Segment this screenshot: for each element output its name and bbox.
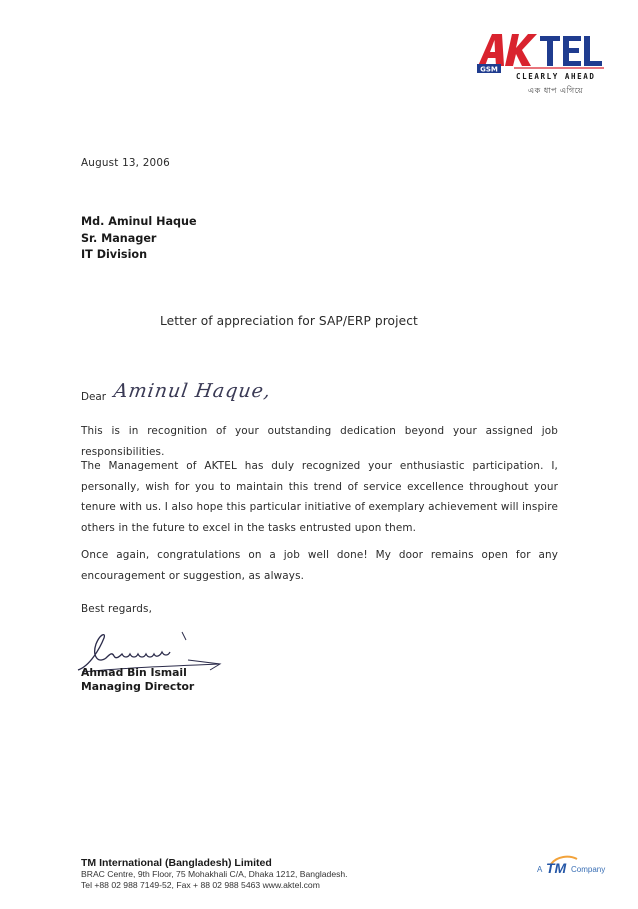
tm-mark: TM [546, 860, 567, 876]
recipient-block [81, 214, 197, 264]
handwritten-recipient-name: Aminul Haque, [112, 380, 273, 402]
logo-tagline-bangla: এক ধাপ এগিয়ে [528, 86, 584, 95]
aktel-logo-mark [474, 28, 604, 74]
paragraph-3: Once again, congratulations on a job well done! My door remains open for any encouragement or suggestion, as always. [81, 549, 558, 582]
signer-title: Managing Director [81, 680, 195, 693]
logo-tagline: CLEARLY AHEAD [516, 72, 596, 81]
footer-company: TM International (Bangladesh) Limited [81, 857, 272, 869]
recipient-division: IT Division [81, 248, 148, 261]
letter-footer [81, 857, 348, 891]
recipient-name: Md. Aminul Haque [81, 215, 197, 228]
recipient-title: Sr. Manager [81, 231, 157, 245]
paragraph-2: The Management of AKTEL has duly recognized your enthusiastic participation. I, personally, wish for you to maintain this trend of service excellence throughout your tenure with us. I also hope this particular initiative of exemplary achievement will inspire others in the future to excel in the tasks entrusted upon them. [81, 460, 558, 534]
signer-name: Ahmad Bin Ismail [81, 666, 187, 679]
gsm-label: GSM [480, 65, 498, 74]
footer-contact: Tel +88 02 988 7149-52, Fax + 88 02 988 5463 www.aktel.com [81, 880, 320, 890]
letter-subject: Letter of appreciation for SAP/ERP project [160, 314, 418, 328]
tm-company-logo [537, 860, 607, 880]
tm-company-label: Company [571, 865, 606, 874]
signer-block [81, 666, 194, 694]
aktel-logo [474, 28, 604, 96]
letter-date: August 13, 2006 [81, 157, 170, 169]
closing: Best regards, [81, 603, 153, 615]
salutation-label: Dear [81, 391, 107, 403]
tm-a: A [537, 865, 543, 874]
paragraph-1: This is in recognition of your outstanding dedication beyond your assigned job responsibilities. [81, 425, 558, 458]
footer-address: BRAC Centre, 9th Floor, 75 Mohakhali C/A, Dhaka 1212, Bangladesh. [81, 869, 348, 879]
